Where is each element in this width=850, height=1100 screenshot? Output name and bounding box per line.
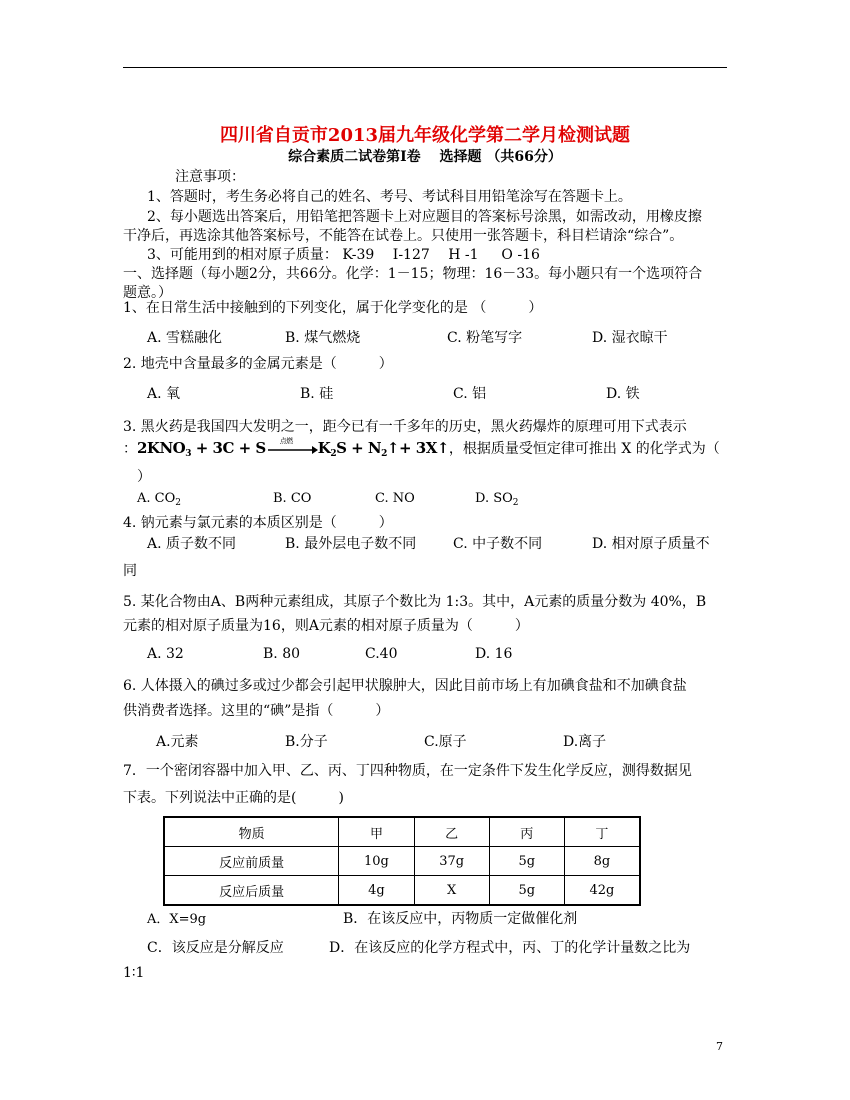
q7-stem-line1: 7．一个密闭容器中加入甲、乙、丙、丁四种物质，在一定条件下发生化学反应，测得数据见 (123, 763, 692, 779)
table-header-row (164, 817, 640, 847)
q5-stem-line1: 5. 某化合物由A、B两种元素组成，其原子个数比为 1:3。其中，A元素的质量分数为 40%，B (123, 594, 707, 610)
q5-option-c: C.40 (365, 646, 398, 662)
q4-option-d-wrap: 同 (123, 563, 137, 579)
q2-option-a: A. 氧 (147, 386, 181, 402)
q1-option-a: A. 雪糕融化 (147, 330, 223, 346)
eq-sub-2: 2 (330, 449, 337, 459)
q7-stem-line2: 下表。下列说法中正确的是( ) (123, 790, 344, 806)
q7-option-c: C．该反应是分解反应 (147, 940, 284, 956)
q1-option-b: B. 煤气燃烧 (285, 330, 361, 346)
q3-option-a-text: A. CO (137, 491, 176, 506)
q2-option-b: B. 硅 (300, 386, 334, 402)
q3-stem-line3: ） (137, 469, 151, 485)
table-cell: 4g (339, 876, 414, 906)
q6-option-c: C.原子 (424, 734, 467, 750)
q2-stem: 2. 地壳中含量最多的金属元素是（ ） (123, 356, 393, 372)
q3-option-d-text: D. SO (475, 491, 513, 506)
page-title: 四川省自贡市2013届九年级化学第二学月检测试题 (219, 125, 631, 146)
reaction-arrow-icon (266, 437, 318, 456)
q3-option-a-sub: 2 (175, 498, 181, 508)
q3-option-c: C. NO (375, 491, 415, 506)
table-cell: 37g (414, 847, 489, 876)
note-3: 3、可能用到的相对原子质量： K-39 I-127 H -1 O -16 (147, 247, 540, 263)
section-line-2: 题意。） (123, 285, 172, 301)
q4-stem: 4. 钠元素与氯元素的本质区别是（ ） (123, 515, 393, 531)
q7-option-a: A．X=9g (147, 912, 207, 927)
table-cell: 8g (564, 847, 640, 876)
notes-heading: 注意事项： (175, 169, 245, 185)
table-cell: 5g (489, 847, 564, 876)
eq-sub-n2: 2 (381, 449, 387, 459)
table-cell: 5g (489, 876, 564, 906)
q2-option-c: C. 铝 (453, 386, 487, 402)
table-cell: X (414, 876, 489, 906)
table-cell: 42g (564, 876, 640, 906)
q4-option-b: B. 最外层电子数不同 (285, 536, 417, 552)
page-subtitle: 综合素质二试卷第Ⅰ卷 选择题 （共66分） (288, 149, 562, 165)
eq-product-s-n: S + N (336, 439, 382, 457)
q3-stem-line1: 3. 黑火药是我国四大发明之一，距今已有一千多年的历史，黑火药爆炸的原理可用下式表示 (123, 419, 687, 435)
q3-option-b: B. CO (273, 491, 312, 506)
table-header-cell: 丙 (489, 817, 564, 847)
q3-stem-line2: ，根据质量受恒定律可推出 X 的化学式为（ (448, 441, 720, 457)
table-row (164, 847, 640, 876)
table-cell: 反应前质量 (164, 847, 339, 876)
q5-stem-line2: 元素的相对原子质量为16，则A元素的相对原子质量为（ ） (123, 618, 529, 634)
table-header-cell: 甲 (339, 817, 414, 847)
q5-option-b: B. 80 (263, 646, 301, 662)
table-header-cell: 物质 (164, 817, 339, 847)
q6-option-b: B.分子 (285, 734, 328, 750)
q1-option-d: D. 湿衣晾干 (592, 330, 668, 346)
q2-option-d: D. 铁 (606, 386, 640, 402)
q6-stem-line2: 供消费者选择。这里的“碘”是指（ ） (123, 703, 390, 719)
q7-option-b: B．在该反应中，丙物质一定做催化剂 (343, 911, 578, 927)
q5-option-d: D. 16 (475, 646, 513, 662)
eq-reactants-rest: + 3C + S (191, 439, 266, 457)
table-header-cell: 乙 (414, 817, 489, 847)
table-cell: 反应后质量 (164, 876, 339, 906)
eq-sub-3: 3 (185, 449, 192, 459)
q4-option-d: D. 相对原子质量不 (592, 536, 710, 552)
q6-stem-line1: 6. 人体摄入的碘过多或过少都会引起甲状腺肿大，因此目前市场上有加碘食盐和不加碘食盐 (123, 678, 687, 694)
q6-option-a: A.元素 (156, 734, 199, 750)
q3-option-a (137, 491, 181, 506)
note-2-line1: 2、每小题选出答案后，用铅笔把答题卡上对应题目的答案标号涂黑，如需改动，用橡皮擦 (147, 209, 702, 225)
eq-product-k: K (317, 439, 331, 457)
table-row (164, 876, 640, 906)
q1-stem: 1、在日常生活中接触到的下列变化，属于化学变化的是 （ ） (123, 300, 543, 316)
page-number: 7 (716, 1040, 723, 1053)
note-2-line2: 干净后，再选涂其他答案标号，不能答在试卷上。只使用一张答题卡，科目栏请涂“综合”。 (123, 228, 684, 244)
header-rule (123, 67, 727, 68)
q3-equation (137, 439, 449, 457)
q4-option-a: A. 质子数不同 (147, 536, 237, 552)
eq-product-tail: ↑+ 3X↑ (386, 439, 449, 457)
section-line-1: 一、选择题（每小题2分，共66分。化学：1－15；物理：16－33。每小题只有一个选项符合 (123, 266, 703, 282)
q3-colon: ： (123, 441, 137, 457)
q3-option-d (475, 491, 519, 506)
table-header-cell: 丁 (564, 817, 640, 847)
data-table (163, 816, 641, 906)
note-1: 1、答题时，考生务必将自己的姓名、考号、考试科目用铅笔涂写在答题卡上。 (147, 189, 632, 205)
eq-reactant-kno3: 2KNO (137, 439, 186, 457)
q7-option-d-wrap: 1∶1 (123, 965, 145, 981)
eq-condition: 点燃 (279, 437, 293, 445)
q4-option-c: C. 中子数不同 (453, 536, 543, 552)
q6-option-d: D.离子 (563, 734, 607, 750)
q3-equation-line (123, 438, 720, 458)
table-cell: 10g (339, 847, 414, 876)
q3-option-d-sub: 2 (512, 498, 519, 508)
q5-option-a: A. 32 (147, 646, 184, 662)
q1-option-c: C. 粉笔写字 (447, 330, 523, 346)
q7-option-d: D．在该反应的化学方程式中，丙、丁的化学计量数之比为 (329, 940, 691, 956)
